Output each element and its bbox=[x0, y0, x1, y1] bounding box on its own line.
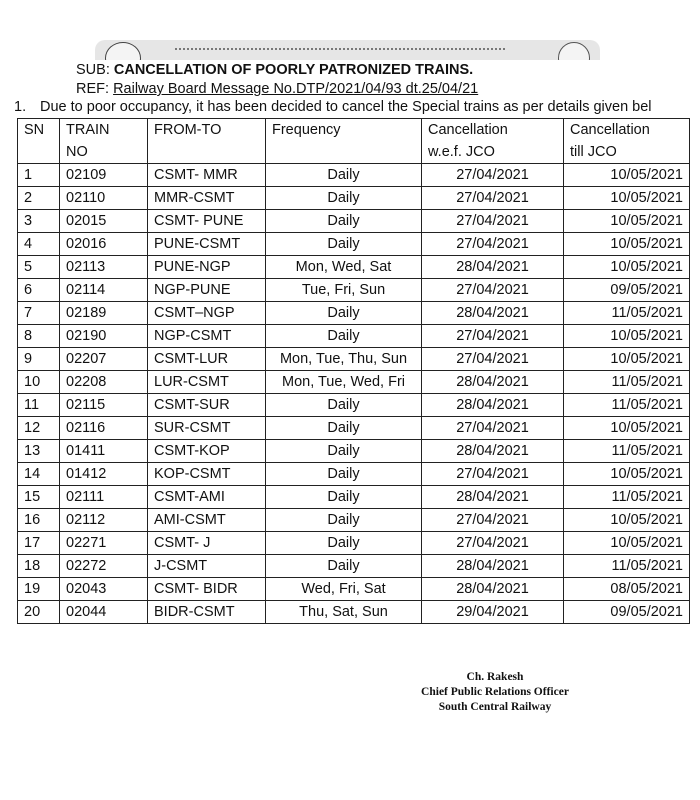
cell-frequency: Daily bbox=[266, 463, 422, 486]
cell-cancel-till: 10/05/2021 bbox=[564, 164, 690, 187]
cell-cancel-till: 11/05/2021 bbox=[564, 302, 690, 325]
cell-frequency: Tue, Fri, Sun bbox=[266, 279, 422, 302]
cell-cancel-till: 10/05/2021 bbox=[564, 463, 690, 486]
table-row bbox=[18, 371, 690, 394]
cell-train-no: 02113 bbox=[60, 256, 148, 279]
cell-from-to: CSMT- MMR bbox=[148, 164, 266, 187]
table-row bbox=[18, 578, 690, 601]
table-row bbox=[18, 417, 690, 440]
cell-from-to: PUNE-CSMT bbox=[148, 233, 266, 256]
cell-cancel-from: 29/04/2021 bbox=[422, 601, 564, 624]
cell-cancel-from: 28/04/2021 bbox=[422, 440, 564, 463]
cell-frequency: Daily bbox=[266, 417, 422, 440]
cell-cancel-till: 11/05/2021 bbox=[564, 440, 690, 463]
table-row bbox=[18, 233, 690, 256]
cell-train-no: 02111 bbox=[60, 486, 148, 509]
cell-train-no: 02207 bbox=[60, 348, 148, 371]
table-row bbox=[18, 509, 690, 532]
cell-frequency: Mon, Tue, Wed, Fri bbox=[266, 371, 422, 394]
cell-cancel-till: 08/05/2021 bbox=[564, 578, 690, 601]
signatory-organization: South Central Railway bbox=[438, 701, 552, 713]
cell-frequency: Daily bbox=[266, 486, 422, 509]
header-sn: SN bbox=[18, 119, 60, 164]
cell-from-to: CSMT- PUNE bbox=[148, 210, 266, 233]
header-frequency: Frequency bbox=[266, 119, 422, 164]
cell-from-to: NGP-PUNE bbox=[148, 279, 266, 302]
cell-from-to: MMR-CSMT bbox=[148, 187, 266, 210]
cell-train-no: 02043 bbox=[60, 578, 148, 601]
cell-cancel-from: 28/04/2021 bbox=[422, 555, 564, 578]
cell-cancel-till: 10/05/2021 bbox=[564, 210, 690, 233]
cell-train-no: 02271 bbox=[60, 532, 148, 555]
cell-sn: 16 bbox=[18, 509, 60, 532]
cell-sn: 7 bbox=[18, 302, 60, 325]
reference-text: Railway Board Message No.DTP/2021/04/93 dt.25/04/21 bbox=[113, 81, 479, 97]
cell-cancel-till: 10/05/2021 bbox=[564, 187, 690, 210]
cell-frequency: Daily bbox=[266, 555, 422, 578]
cell-train-no: 02189 bbox=[60, 302, 148, 325]
cell-sn: 11 bbox=[18, 394, 60, 417]
cell-train-no: 01411 bbox=[60, 440, 148, 463]
cell-train-no: 02015 bbox=[60, 210, 148, 233]
cell-frequency: Mon, Tue, Thu, Sun bbox=[266, 348, 422, 371]
cell-cancel-from: 27/04/2021 bbox=[422, 279, 564, 302]
cell-from-to: CSMT–NGP bbox=[148, 302, 266, 325]
cell-train-no: 02208 bbox=[60, 371, 148, 394]
table-row bbox=[18, 256, 690, 279]
reference-prefix: REF: bbox=[76, 81, 114, 97]
cell-cancel-from: 27/04/2021 bbox=[422, 187, 564, 210]
cell-sn: 1 bbox=[18, 164, 60, 187]
cell-cancel-till: 10/05/2021 bbox=[564, 509, 690, 532]
table-header-row bbox=[18, 119, 690, 164]
table-row bbox=[18, 187, 690, 210]
table-row bbox=[18, 279, 690, 302]
cell-from-to: CSMT-SUR bbox=[148, 394, 266, 417]
cell-sn: 6 bbox=[18, 279, 60, 302]
cell-cancel-from: 27/04/2021 bbox=[422, 164, 564, 187]
cell-from-to: CSMT- BIDR bbox=[148, 578, 266, 601]
cell-frequency: Daily bbox=[266, 509, 422, 532]
cell-cancel-till: 11/05/2021 bbox=[564, 555, 690, 578]
table-row bbox=[18, 348, 690, 371]
cell-cancel-till: 10/05/2021 bbox=[564, 348, 690, 371]
cell-frequency: Daily bbox=[266, 302, 422, 325]
cell-cancel-from: 27/04/2021 bbox=[422, 463, 564, 486]
cell-cancel-till: 09/05/2021 bbox=[564, 279, 690, 302]
signatory-designation: Chief Public Relations Officer bbox=[421, 686, 569, 698]
cell-from-to: CSMT-KOP bbox=[148, 440, 266, 463]
cell-cancel-till: 11/05/2021 bbox=[564, 394, 690, 417]
header-from-to: FROM-TO bbox=[148, 119, 266, 164]
cell-cancel-till: 11/05/2021 bbox=[564, 371, 690, 394]
cell-cancel-till: 09/05/2021 bbox=[564, 601, 690, 624]
cell-cancel-from: 27/04/2021 bbox=[422, 348, 564, 371]
cell-frequency: Daily bbox=[266, 532, 422, 555]
cell-frequency: Daily bbox=[266, 394, 422, 417]
cell-sn: 18 bbox=[18, 555, 60, 578]
table-row bbox=[18, 440, 690, 463]
cell-cancel-from: 27/04/2021 bbox=[422, 233, 564, 256]
table-row bbox=[18, 532, 690, 555]
cell-cancel-from: 28/04/2021 bbox=[422, 486, 564, 509]
reference-line bbox=[76, 81, 478, 97]
cell-frequency: Thu, Sat, Sun bbox=[266, 601, 422, 624]
cell-frequency: Wed, Fri, Sat bbox=[266, 578, 422, 601]
cell-train-no: 02110 bbox=[60, 187, 148, 210]
letterhead-scribble bbox=[175, 48, 505, 56]
cell-from-to: J-CSMT bbox=[148, 555, 266, 578]
cell-sn: 13 bbox=[18, 440, 60, 463]
cell-sn: 17 bbox=[18, 532, 60, 555]
table-row bbox=[18, 601, 690, 624]
cell-frequency: Daily bbox=[266, 187, 422, 210]
cell-sn: 9 bbox=[18, 348, 60, 371]
signature-block bbox=[400, 670, 590, 715]
letterhead-strip bbox=[95, 40, 600, 60]
cell-cancel-till: 11/05/2021 bbox=[564, 486, 690, 509]
cell-cancel-from: 27/04/2021 bbox=[422, 210, 564, 233]
cell-from-to: CSMT-LUR bbox=[148, 348, 266, 371]
header-cancel-from: Cancellation w.e.f. JCO bbox=[422, 119, 564, 164]
table-row bbox=[18, 210, 690, 233]
cell-sn: 5 bbox=[18, 256, 60, 279]
cell-sn: 12 bbox=[18, 417, 60, 440]
table-row bbox=[18, 302, 690, 325]
cell-cancel-from: 27/04/2021 bbox=[422, 325, 564, 348]
cell-from-to: LUR-CSMT bbox=[148, 371, 266, 394]
header-train-no: TRAIN NO bbox=[60, 119, 148, 164]
signatory-name: Ch. Rakesh bbox=[466, 671, 524, 683]
table-row bbox=[18, 325, 690, 348]
subject-line bbox=[76, 62, 473, 78]
cell-train-no: 02115 bbox=[60, 394, 148, 417]
seal-right-icon bbox=[558, 42, 590, 60]
cell-sn: 8 bbox=[18, 325, 60, 348]
cell-sn: 10 bbox=[18, 371, 60, 394]
cell-cancel-from: 28/04/2021 bbox=[422, 394, 564, 417]
cell-from-to: KOP-CSMT bbox=[148, 463, 266, 486]
cell-frequency: Mon, Wed, Sat bbox=[266, 256, 422, 279]
cell-cancel-till: 10/05/2021 bbox=[564, 256, 690, 279]
cell-train-no: 02109 bbox=[60, 164, 148, 187]
cell-train-no: 02272 bbox=[60, 555, 148, 578]
point-text: Due to poor occupancy, it has been decided to cancel the Special trains as per details given bel bbox=[40, 99, 652, 115]
cell-cancel-from: 27/04/2021 bbox=[422, 532, 564, 555]
cell-train-no: 01412 bbox=[60, 463, 148, 486]
subject-text: CANCELLATION OF POORLY PATRONIZED TRAINS. bbox=[113, 62, 474, 78]
cell-frequency: Daily bbox=[266, 210, 422, 233]
cell-cancel-from: 28/04/2021 bbox=[422, 256, 564, 279]
cell-train-no: 02114 bbox=[60, 279, 148, 302]
cell-from-to: CSMT-AMI bbox=[148, 486, 266, 509]
cell-sn: 20 bbox=[18, 601, 60, 624]
cell-frequency: Daily bbox=[266, 440, 422, 463]
cell-from-to: NGP-CSMT bbox=[148, 325, 266, 348]
table-row bbox=[18, 486, 690, 509]
cell-frequency: Daily bbox=[266, 233, 422, 256]
cell-cancel-from: 28/04/2021 bbox=[422, 371, 564, 394]
cell-from-to: BIDR-CSMT bbox=[148, 601, 266, 624]
cell-train-no: 02190 bbox=[60, 325, 148, 348]
table-row bbox=[18, 394, 690, 417]
cell-from-to: AMI-CSMT bbox=[148, 509, 266, 532]
table-row bbox=[18, 164, 690, 187]
subject-prefix: SUB: bbox=[76, 62, 114, 78]
cell-sn: 15 bbox=[18, 486, 60, 509]
cell-from-to: CSMT- J bbox=[148, 532, 266, 555]
table-row bbox=[18, 463, 690, 486]
cell-cancel-till: 10/05/2021 bbox=[564, 325, 690, 348]
cell-sn: 19 bbox=[18, 578, 60, 601]
point-number: 1. bbox=[14, 99, 27, 115]
seal-left-icon bbox=[105, 42, 141, 60]
cell-from-to: SUR-CSMT bbox=[148, 417, 266, 440]
cell-cancel-till: 10/05/2021 bbox=[564, 417, 690, 440]
cell-cancel-from: 27/04/2021 bbox=[422, 509, 564, 532]
cell-cancel-till: 10/05/2021 bbox=[564, 233, 690, 256]
cell-cancel-from: 27/04/2021 bbox=[422, 417, 564, 440]
cell-frequency: Daily bbox=[266, 325, 422, 348]
header-cancel-till: Cancellation till JCO bbox=[564, 119, 690, 164]
cell-cancel-till: 10/05/2021 bbox=[564, 532, 690, 555]
cell-sn: 14 bbox=[18, 463, 60, 486]
cell-train-no: 02044 bbox=[60, 601, 148, 624]
cell-cancel-from: 28/04/2021 bbox=[422, 302, 564, 325]
cell-sn: 2 bbox=[18, 187, 60, 210]
cell-sn: 3 bbox=[18, 210, 60, 233]
cell-cancel-from: 28/04/2021 bbox=[422, 578, 564, 601]
cell-frequency: Daily bbox=[266, 164, 422, 187]
table-row bbox=[18, 555, 690, 578]
cell-from-to: PUNE-NGP bbox=[148, 256, 266, 279]
cell-sn: 4 bbox=[18, 233, 60, 256]
cell-train-no: 02016 bbox=[60, 233, 148, 256]
point-line bbox=[0, 99, 700, 115]
cell-train-no: 02116 bbox=[60, 417, 148, 440]
cancellation-table bbox=[17, 118, 690, 624]
cell-train-no: 02112 bbox=[60, 509, 148, 532]
